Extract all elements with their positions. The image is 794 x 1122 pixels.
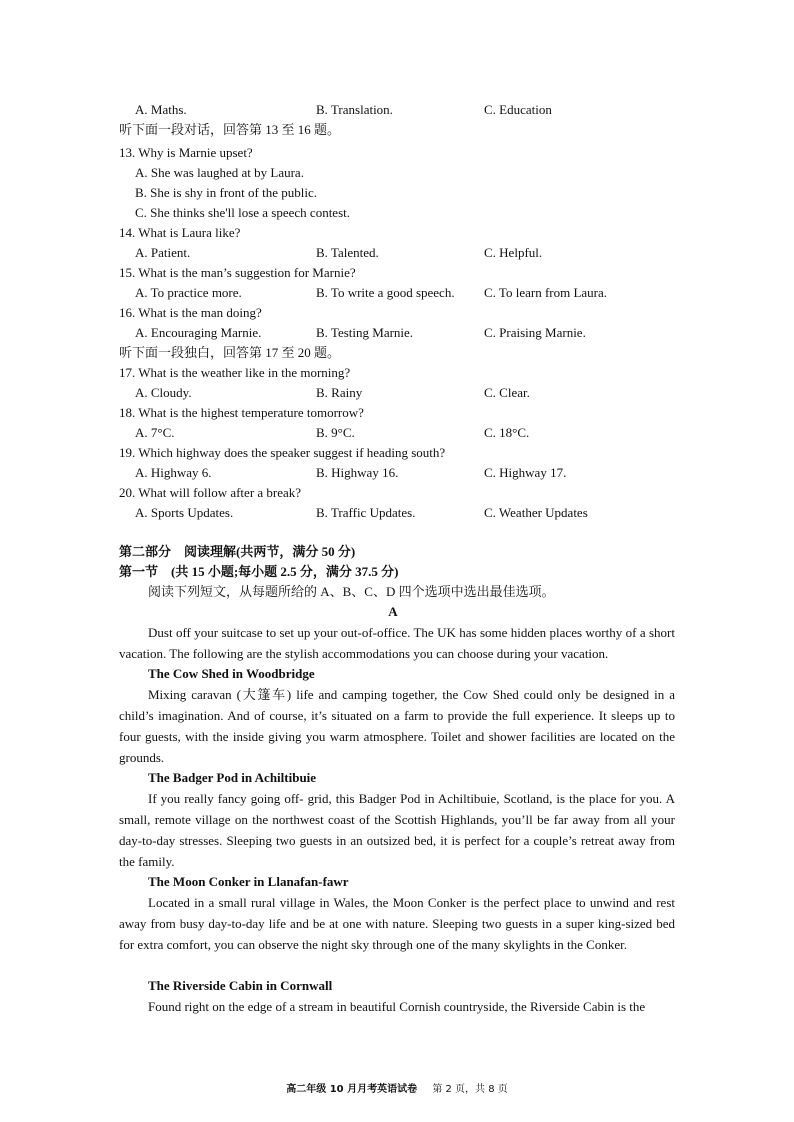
option-text: C. Praising Marnie. xyxy=(484,325,586,340)
option-text: C. 18°C. xyxy=(484,425,530,440)
option-text: A. She was laughed at by Laura. xyxy=(135,165,304,180)
option-text: B. 9°C. xyxy=(316,425,355,440)
option-text: A. Encouraging Marnie. xyxy=(135,325,262,340)
paragraph: Found right on the edge of a stream in beautiful Cornish countryside, the Riverside Cabin is the xyxy=(148,999,646,1014)
option-text: C. Education xyxy=(484,102,552,117)
section-instruction: 听下面一段对话，回答第 13 至 16 题。 xyxy=(119,122,341,137)
subheading: The Badger Pod in Achiltibuie xyxy=(148,770,317,785)
option-text: A. Patient. xyxy=(135,245,191,260)
question-stem: 15. What is the man’s suggestion for Marnie? xyxy=(119,265,356,280)
question-stem: 19. Which highway does the speaker suggest if heading south? xyxy=(119,445,446,460)
section-title: 第一节 (共 15 小题;每小题 2.5 分，满分 37.5 分) xyxy=(119,564,399,579)
question-stem: 18. What is the highest temperature tomorrow? xyxy=(119,405,364,420)
question-stem: 14. What is Laura like? xyxy=(119,225,241,240)
question-stem: 17. What is the weather like in the morning? xyxy=(119,365,351,380)
footer-page: 第 2 页，共 8 页 xyxy=(432,1084,508,1095)
option-text: B. Testing Marnie. xyxy=(316,325,414,340)
option-text: B. She is shy in front of the public. xyxy=(135,185,317,200)
footer-title: 高二年级 10 月月考英语试卷 xyxy=(286,1084,418,1095)
option-text: B. Traffic Updates. xyxy=(316,505,416,520)
paragraph: Located in a small rural village in Wales, the Moon Conker is the perfect place to unwind and rest away from busy day-to-day life and be at one with nature. Sleeping two guests in a super king-sized bed for extra comfort, you can observe the night sky through one of the many skylights in the Conker. xyxy=(119,895,675,952)
option-text: B. Rainy xyxy=(316,385,363,400)
option-text: A. Maths. xyxy=(135,102,187,117)
option-text: A. To practice more. xyxy=(135,285,242,300)
passage-letter: A xyxy=(388,604,398,619)
reading-instruction: 阅读下列短文，从每题所给的 A、B、C、D 四个选项中选出最佳选项。 xyxy=(148,584,555,599)
option-text: C. Helpful. xyxy=(484,245,543,260)
option-text: A. Sports Updates. xyxy=(135,505,234,520)
option-text: B. Talented. xyxy=(316,245,379,260)
question-stem: 16. What is the man doing? xyxy=(119,305,262,320)
option-text: B. Translation. xyxy=(316,102,393,117)
option-text: C. She thinks she'll lose a speech contest. xyxy=(135,205,351,220)
option-text: B. Highway 16. xyxy=(316,465,399,480)
option-text: A. Cloudy. xyxy=(135,385,192,400)
option-text: C. Highway 17. xyxy=(484,465,567,480)
option-text: C. Weather Updates xyxy=(484,505,588,520)
passage-intro: Dust off your suitcase to set up your out-of-office. The UK has some hidden places worthy of a short vacation. The following are the stylish accommodations you can choose during your vacation. xyxy=(119,625,675,661)
paragraph: Mixing caravan (大篷车) life and camping together, the Cow Shed could only be designed in a child’s imagination. And of course, it’s situated on a farm to provide the full experience. It sleeps up to four guests, with the inside giving you warm atmosphere. Toilet and shower facilities are located on the grounds. xyxy=(119,687,675,765)
part-title: 第二部分 阅读理解(共两节，满分 50 分) xyxy=(119,544,356,559)
question-stem: 13. Why is Marnie upset? xyxy=(119,145,253,160)
option-text: C. Clear. xyxy=(484,385,530,400)
page-footer xyxy=(0,1080,794,1095)
subheading: The Cow Shed in Woodbridge xyxy=(148,666,315,681)
question-stem: 20. What will follow after a break? xyxy=(119,485,302,500)
section-instruction: 听下面一段独白，回答第 17 至 20 题。 xyxy=(119,345,341,360)
option-text: B. To write a good speech. xyxy=(316,285,455,300)
option-text: A. 7°C. xyxy=(135,425,175,440)
subheading: The Moon Conker in Llanafan-fawr xyxy=(148,874,349,889)
subheading: The Riverside Cabin in Cornwall xyxy=(148,978,333,993)
option-text: C. To learn from Laura. xyxy=(484,285,608,300)
option-text: A. Highway 6. xyxy=(135,465,212,480)
paragraph: If you really fancy going off- grid, this Badger Pod in Achiltibuie, Scotland, is the place for you. A small, remote village on the northwest coast of the Scottish Highlands, you’ll be far away from all your day-to-day stresses. Sleeping two guests in an outsized bed, it is perfect for a couple’s retreat away from the family. xyxy=(119,791,675,869)
